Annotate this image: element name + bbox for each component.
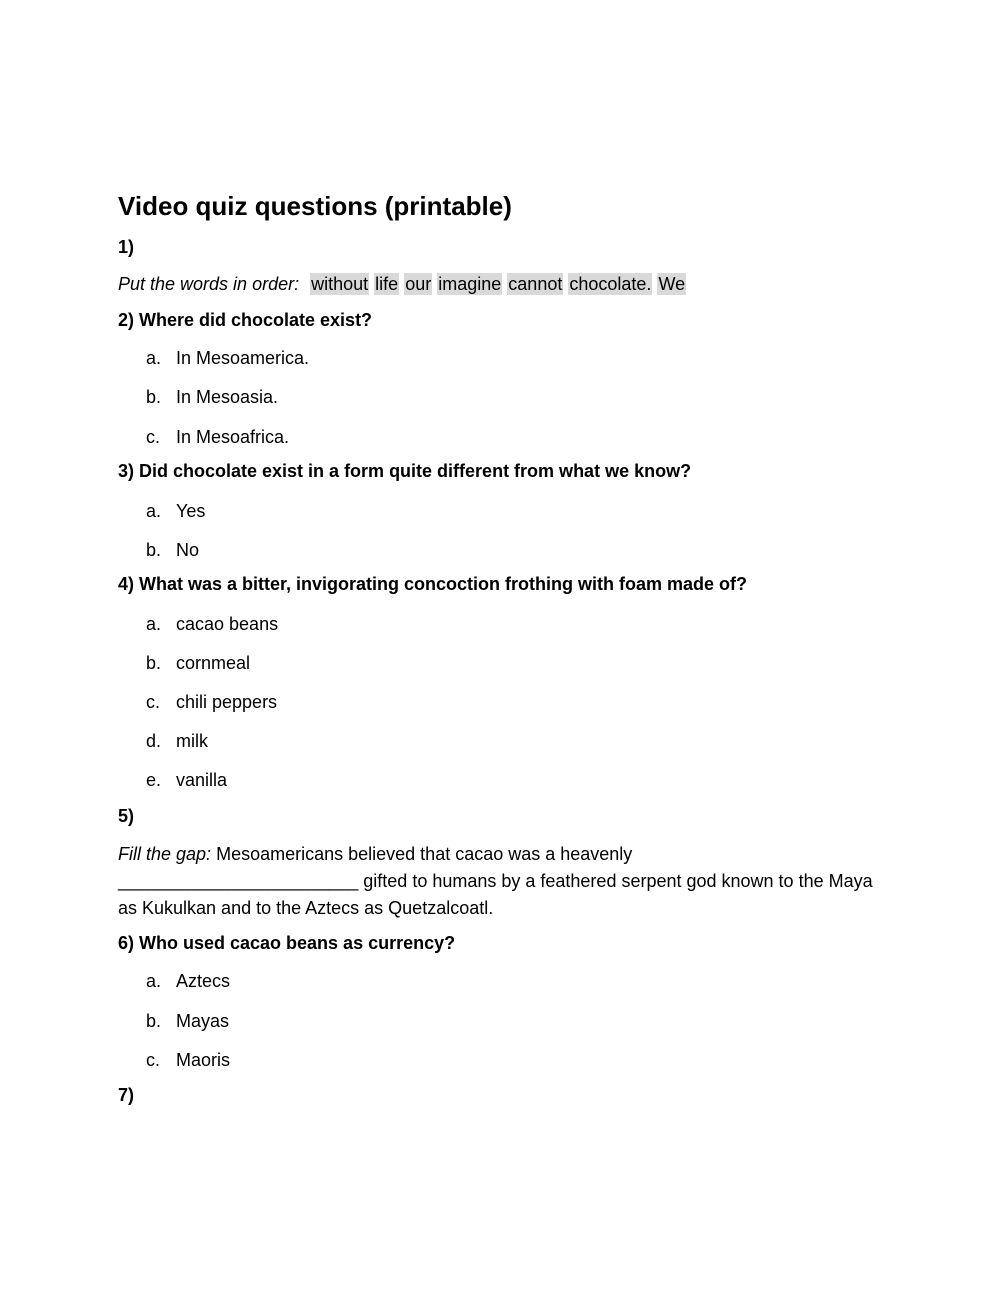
- word-chip[interactable]: life: [375, 274, 399, 294]
- q5-blank[interactable]: ________________________: [118, 871, 359, 891]
- option-letter: a.: [146, 348, 162, 368]
- q1-word-bank: [310, 274, 686, 294]
- q6-option-c[interactable]: [146, 1049, 230, 1071]
- option-text: cacao beans: [176, 614, 279, 634]
- word-chip[interactable]: imagine: [438, 274, 502, 294]
- q5-text-before: Mesoamericans believed that cacao was a heavenly: [216, 844, 633, 864]
- word-chip[interactable]: our: [405, 274, 432, 294]
- q4-option-b[interactable]: [146, 652, 250, 674]
- option-text: In Mesoamerica.: [176, 348, 310, 368]
- q1-label: 1): [118, 237, 135, 257]
- option-text: chili peppers: [176, 692, 278, 712]
- option-text: milk: [176, 731, 208, 751]
- q4-option-c[interactable]: [146, 691, 277, 713]
- option-text: In Mesoafrica.: [176, 427, 290, 447]
- option-letter: c.: [146, 692, 161, 712]
- q2-question: 2) Where did chocolate exist?: [118, 310, 373, 330]
- option-letter: a.: [146, 971, 162, 991]
- word-chip[interactable]: We: [658, 274, 686, 294]
- q3-question: 3) Did chocolate exist in a form quite different from what we know?: [118, 461, 692, 481]
- option-letter: c.: [146, 427, 161, 447]
- option-letter: e.: [146, 770, 162, 790]
- option-letter: a.: [146, 614, 162, 634]
- option-letter: b.: [146, 1011, 162, 1031]
- q4-option-a[interactable]: [146, 613, 278, 635]
- q1-line: [118, 273, 686, 295]
- q6-option-a[interactable]: [146, 970, 230, 992]
- option-letter: c.: [146, 1050, 161, 1070]
- q5-text-after: gifted to humans by a feathered serpent god known to the Maya as Kukulkan and to the Aztecs as Quetzalcoatl.: [118, 871, 873, 918]
- option-text: vanilla: [176, 770, 228, 790]
- option-letter: d.: [146, 731, 162, 751]
- q1-instruction: Put the words in order:: [118, 274, 300, 294]
- option-text: cornmeal: [176, 653, 251, 673]
- q6-option-b[interactable]: [146, 1010, 229, 1032]
- option-text: No: [176, 540, 200, 560]
- q5-instruction: Fill the gap:: [118, 844, 212, 864]
- option-text: In Mesoasia.: [176, 387, 279, 407]
- option-letter: b.: [146, 540, 162, 560]
- q4-option-e[interactable]: [146, 769, 227, 791]
- option-letter: b.: [146, 387, 162, 407]
- option-text: Maoris: [176, 1050, 231, 1070]
- q2-option-c[interactable]: [146, 426, 289, 448]
- option-letter: b.: [146, 653, 162, 673]
- word-chip[interactable]: without: [311, 274, 369, 294]
- option-letter: a.: [146, 501, 162, 521]
- q5-paragraph: [118, 841, 878, 922]
- option-text: Yes: [176, 501, 206, 521]
- page-title: Video quiz questions (printable): [118, 191, 512, 221]
- option-text: Aztecs: [176, 971, 231, 991]
- q6-question: 6) Who used cacao beans as currency?: [118, 933, 456, 953]
- option-text: Mayas: [176, 1011, 230, 1031]
- q2-option-b[interactable]: [146, 386, 278, 408]
- q2-option-a[interactable]: [146, 347, 309, 369]
- q3-option-a[interactable]: [146, 500, 205, 522]
- q7-label: 7): [118, 1085, 135, 1105]
- q3-option-b[interactable]: [146, 539, 199, 561]
- q5-label: 5): [118, 806, 135, 826]
- word-chip[interactable]: chocolate.: [569, 274, 652, 294]
- q4-option-d[interactable]: [146, 730, 208, 752]
- word-chip[interactable]: cannot: [508, 274, 563, 294]
- q4-question: 4) What was a bitter, invigorating concoction frothing with foam made of?: [118, 574, 748, 594]
